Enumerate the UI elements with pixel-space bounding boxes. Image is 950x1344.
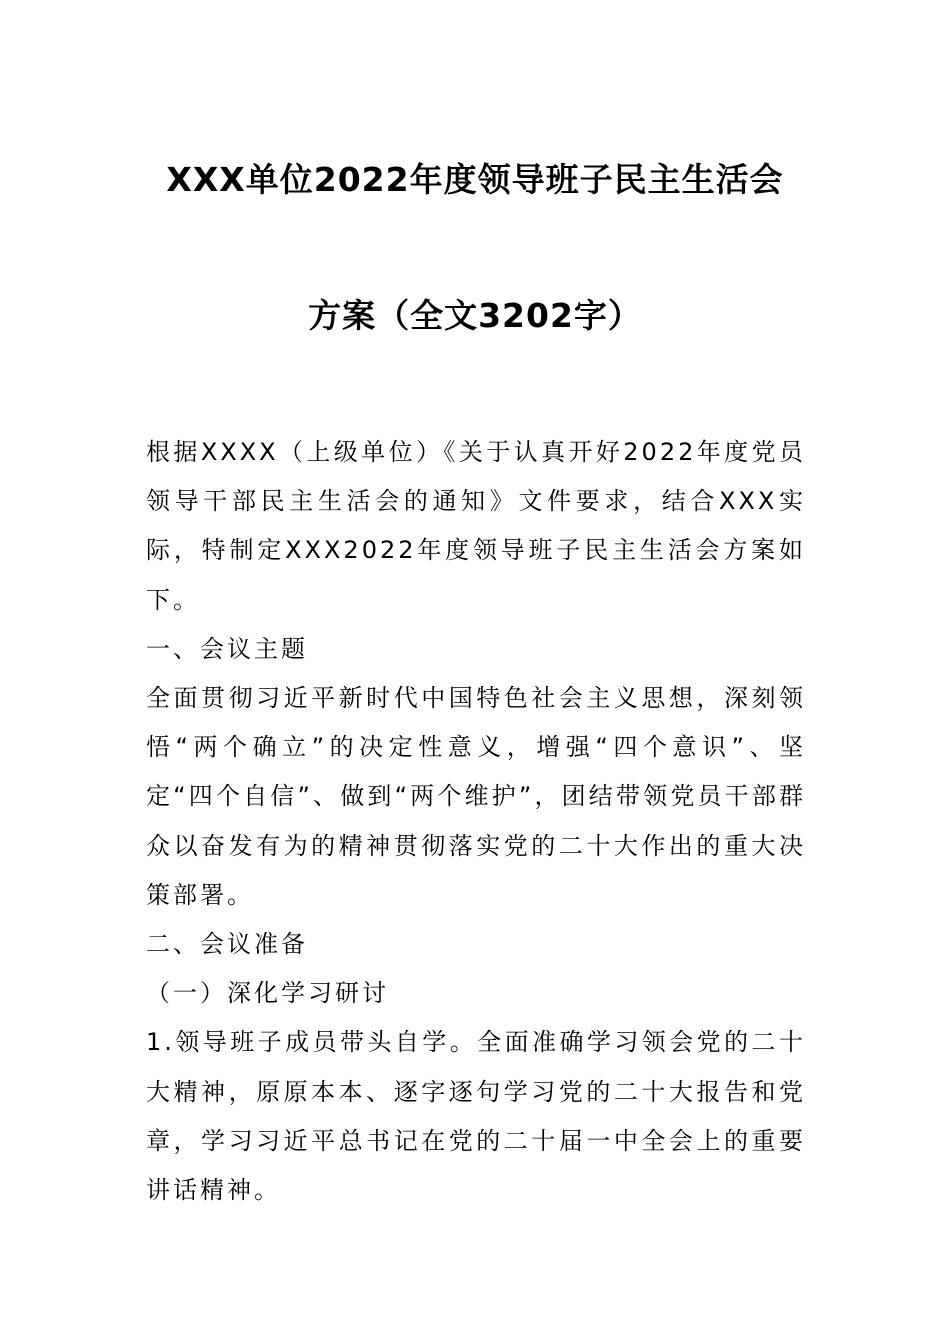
document-title-line-2: 方案（全文3202字） [308,296,642,335]
section-heading-meeting-theme: 一、会议主题 [146,634,308,663]
study-item-1-paragraph: 1.领导班子成员带头自学。全面准确学习领会党的二十大精神，原原本本、逐字逐句学习党的二十大报告和党章，学习习近平总书记在党的二十届一中全会上的重要讲话精神。 [146,1028,806,1205]
section-heading-meeting-preparation: 二、会议准备 [146,930,308,959]
meeting-theme-paragraph: 全面贯彻习近平新时代中国特色社会主义思想，深刻领悟“两个确立”的决定性意义，增强“四个意识”、坚定“四个自信”、做到“两个维护”，团结带领党员干部群众以奋发有为的精神贯彻落实党的二十大作出的重大决策部署。 [146,684,806,909]
document-title-line-1: XXX单位2022年度领导班子民主生活会 [166,160,784,199]
intro-paragraph: 根据XXXX（上级单位）《关于认真开好2022年度党员领导干部民主生活会的通知》文件要求，结合XXX实际，特制定XXX2022年度领导班子民主生活会方案如下。 [146,438,806,614]
document-body [146,428,806,1215]
subsection-heading-study: （一）深化学习研讨 [146,979,389,1008]
